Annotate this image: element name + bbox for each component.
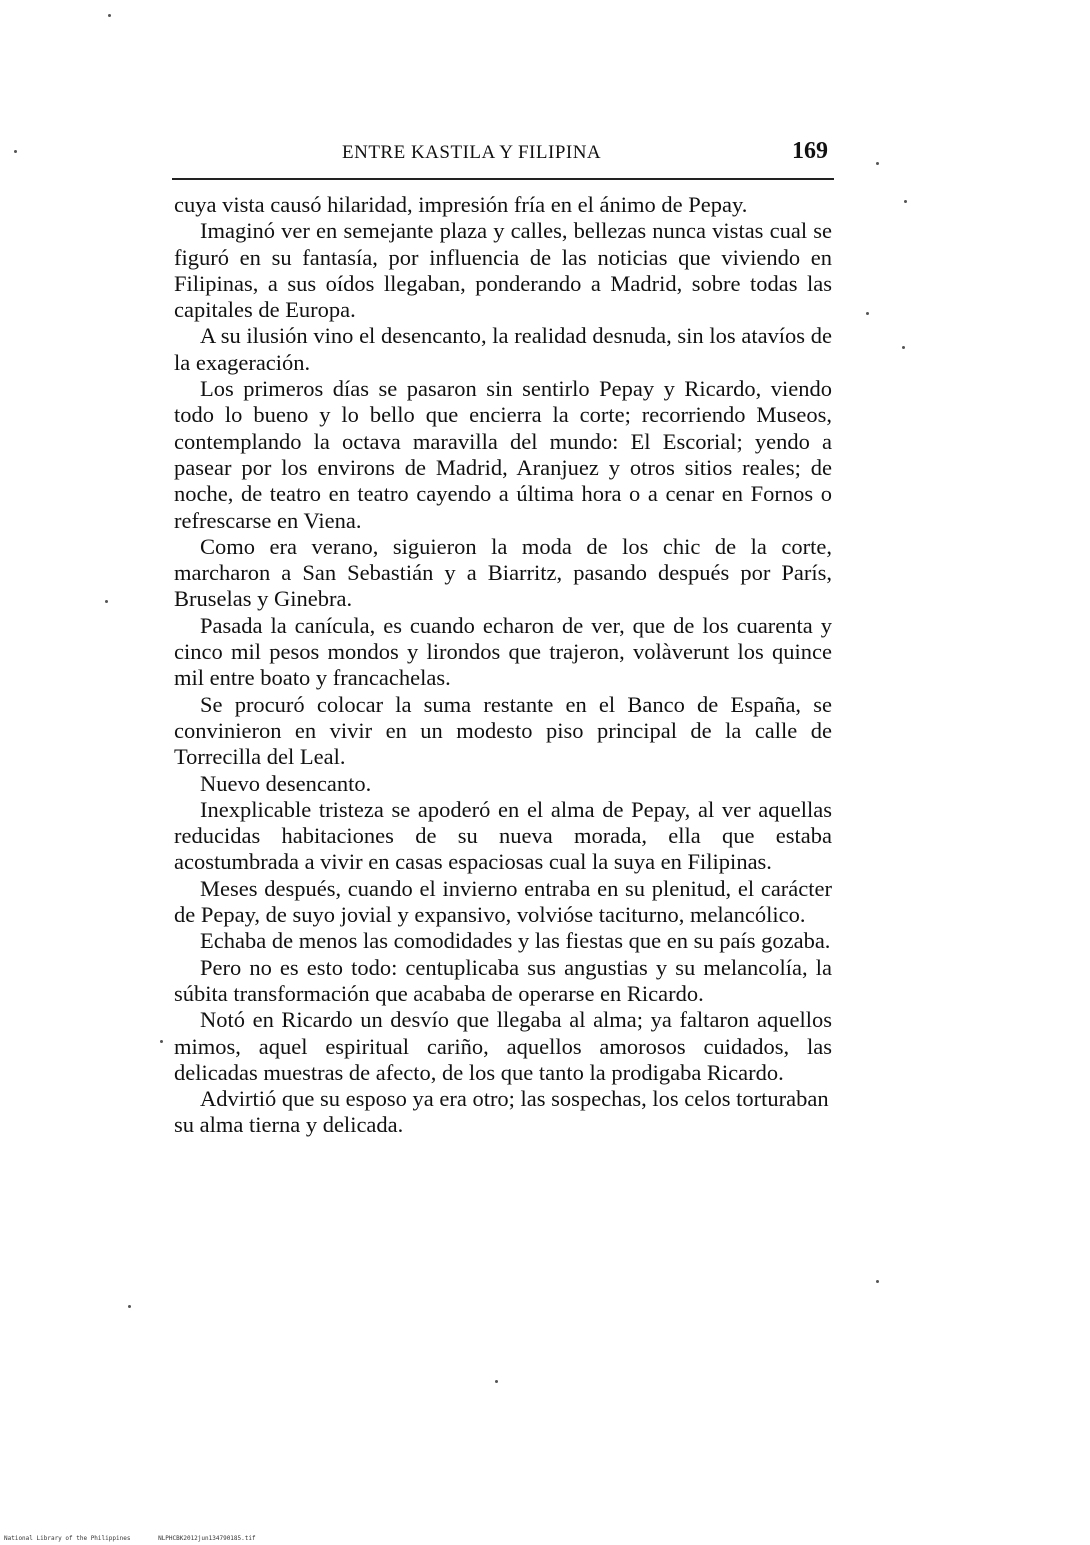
scan-speck (160, 1040, 163, 1043)
paragraph: A su ilusión vino el desencanto, la realidad desnuda, sin los atavíos de la exageración. (174, 323, 832, 375)
paragraph: Pero no es esto todo: centuplicaba sus angustias y su melancolía, la súbita transformación que acababa de operarse en Ricardo. (174, 954, 832, 1006)
library-credit: National Library of the Philippines (4, 1535, 131, 1542)
paragraph: cuya vista causó hilaridad, impresión fría en el ánimo de Pepay. (174, 192, 748, 217)
scan-footer (4, 1535, 280, 1542)
running-head (172, 138, 832, 172)
scan-speck (108, 14, 111, 17)
paragraph: Advirtió que su esposo ya era otro; las sospechas, los celos torturaban su alma tierna y delicada. (174, 1086, 829, 1138)
running-title: ENTRE KASTILA Y FILIPINA (342, 142, 602, 163)
paragraph: Se procuró colocar la suma restante en el Banco de España, se convinieron en vivir en un modesto piso principal de la calle de Torrecilla del Leal. (174, 691, 832, 770)
scan-speck (495, 1380, 498, 1383)
header-rule (172, 178, 834, 180)
paragraph: Los primeros días se pasaron sin sentirlo Pepay y Ricardo, viendo todo lo bueno y lo bello que encierra la corte; recorriendo Museos, contemplando la octava maravilla del mundo: El Escorial; yendo a pasear por los environs de Madrid, Aranjuez y otros sitios reales; de noche, de teatro en teatro cayendo a última hora o a cenar en Fornos o refrescarse en Viena. (174, 376, 832, 533)
body-text (174, 192, 832, 1139)
scan-speck (128, 1305, 131, 1308)
scan-speck (866, 312, 869, 315)
scan-speck (14, 150, 17, 153)
paragraph: Pasada la canícula, es cuando echaron de ver, que de los cuarenta y cinco mil pesos mondos y lirondos que trajeron, volàverunt los quince mil entre boato y francachelas. (174, 612, 832, 691)
scan-speck (876, 162, 879, 165)
paragraph: Echaba de menos las comodidades y las fiestas que en su país gozaba. (200, 928, 831, 954)
file-id: NLPHCBK2012jun134790185.tif (158, 1535, 256, 1542)
paragraph: Meses después, cuando el invierno entraba en su plenitud, el carácter de Pepay, de suyo jovial y expansivo, volvióse taciturno, melancólico. (174, 875, 832, 928)
paragraph: Imaginó ver en semejante plaza y calles, bellezas nunca vistas cual se figuró en su fantasía, por influencia de las noticias que viviendo en Filipinas, a sus oídos llegaban, ponderando a Madrid, sobre todas las capitales de Europa. (174, 218, 832, 323)
page-number: 169 (792, 138, 828, 164)
scan-speck (904, 200, 907, 203)
scan-speck (876, 1280, 879, 1283)
paragraph: Nuevo desencanto. (200, 770, 372, 796)
paragraph: Notó en Ricardo un desvío que llegaba al alma; ya faltaron aquellos mimos, aquel espiritual cariño, aquellos amorosos cuidados, las delicadas muestras de afecto, de los que tanto la prodigaba Ricardo. (174, 1007, 832, 1085)
scan-speck (902, 346, 905, 349)
paragraph: Como era verano, siguieron la moda de los chic de la corte, marcharon a San Sebastián y a Biarritz, pasando después por París, Bruselas y Ginebra. (174, 533, 832, 612)
paragraph: Inexplicable tristeza se apoderó en el alma de Pepay, al ver aquellas reducidas habitaciones de su nueva morada, ella que estaba acostumbrada a vivir en casas espaciosas cual la suya en Filipinas. (174, 796, 832, 875)
scan-speck (105, 600, 108, 603)
